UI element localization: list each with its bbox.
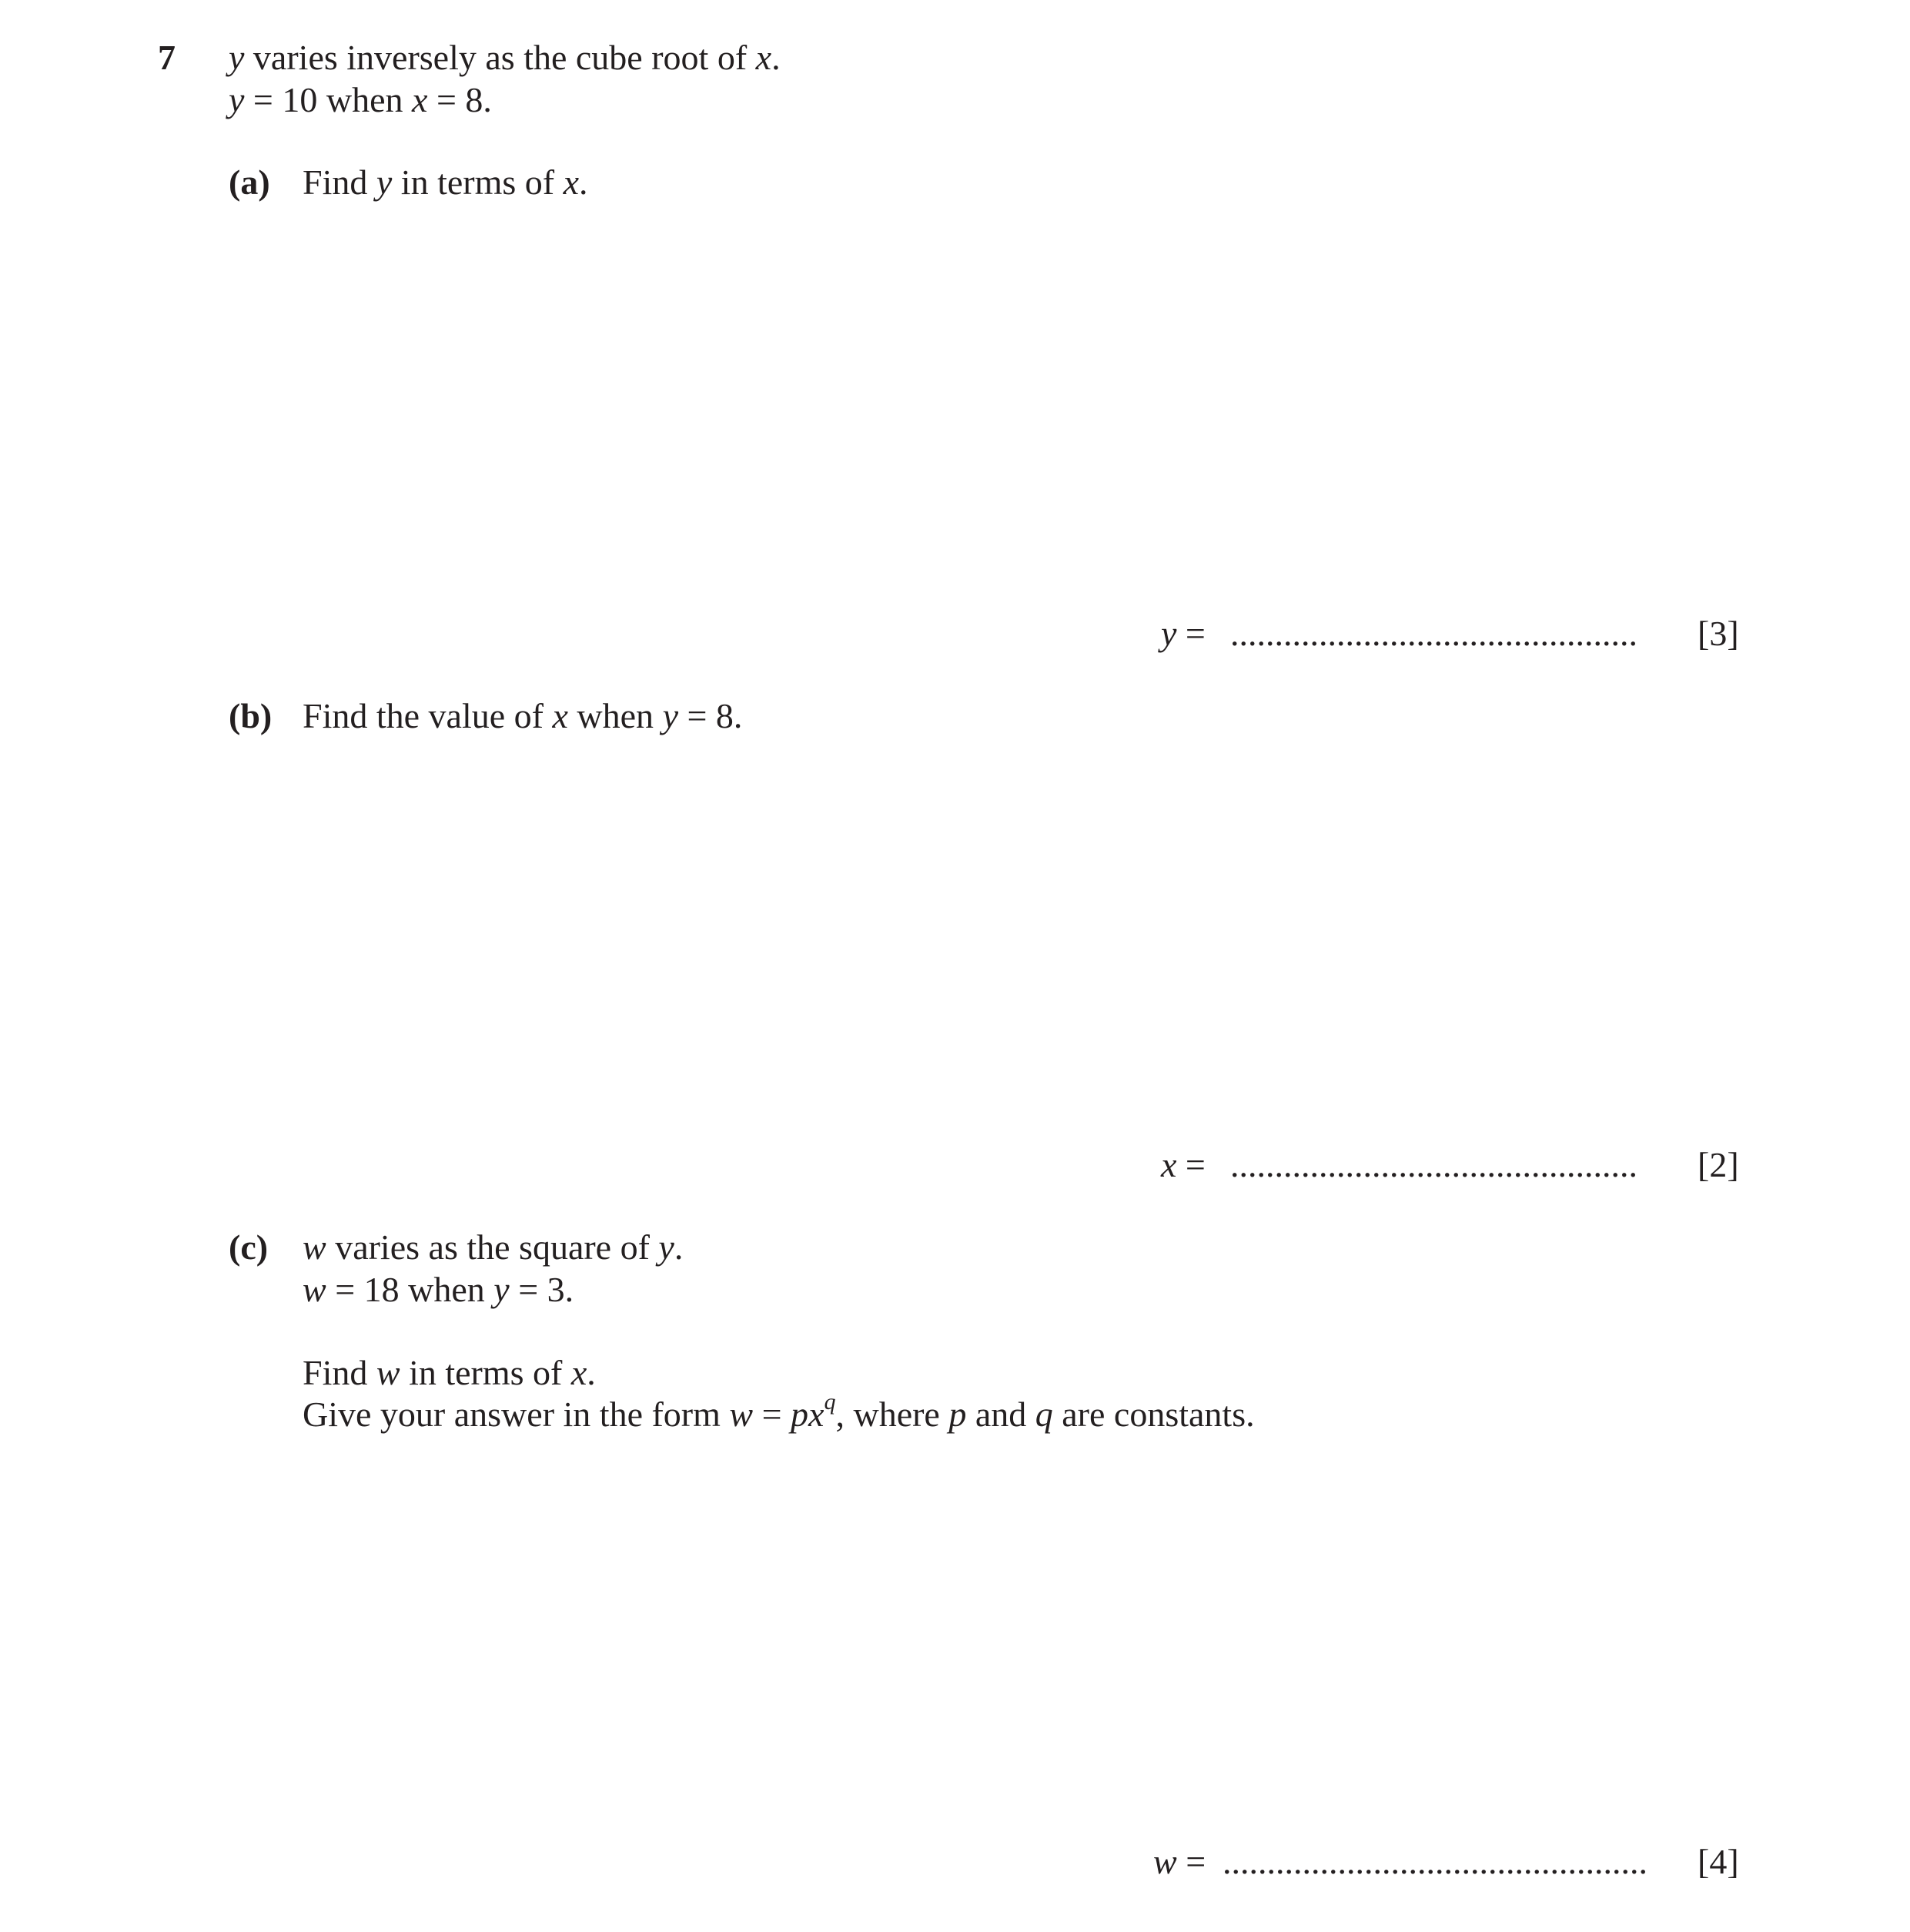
stem-text: varies inversely as the cube root of	[244, 38, 756, 77]
part-a-question	[303, 162, 588, 202]
var-y: y	[662, 696, 678, 735]
part-c-mid2: and	[966, 1395, 1035, 1434]
part-b-mid: when	[567, 696, 663, 735]
exponent-q: q	[824, 1389, 836, 1415]
part-c-end: = 3.	[509, 1270, 574, 1309]
var-x: x	[563, 162, 580, 202]
part-c-pre: Find	[303, 1353, 376, 1392]
part-a-end: .	[579, 162, 588, 202]
var-q: q	[1035, 1395, 1053, 1434]
part-c-line-2	[303, 1272, 574, 1308]
part-a-label: (a)	[229, 162, 270, 202]
part-b-answer-label	[1161, 1147, 1206, 1183]
var-p: p	[948, 1395, 967, 1434]
part-c-text: varies as the square of	[326, 1227, 659, 1267]
part-c-end: .	[587, 1353, 596, 1392]
part-c-line-4	[303, 1389, 1255, 1434]
answer-var-y: y	[1161, 614, 1177, 653]
part-c-text: = 18 when	[326, 1270, 494, 1309]
answer-equals: =	[1176, 614, 1206, 653]
part-b-marks: [2]	[1698, 1145, 1739, 1184]
part-b-label: (b)	[229, 696, 273, 735]
part-c-mid1: , where	[835, 1395, 949, 1434]
stem-end: = 8.	[427, 80, 492, 119]
equals: =	[753, 1395, 791, 1434]
stem-text: = 10 when	[244, 80, 413, 119]
var-y: y	[229, 80, 245, 119]
part-b-question	[303, 698, 742, 734]
stem-line-2	[229, 82, 492, 118]
var-x: x	[412, 80, 428, 119]
part-c-mid: in terms of	[400, 1353, 571, 1392]
part-c-pre: Give your answer in the form	[303, 1395, 730, 1434]
stem-end: .	[771, 38, 781, 77]
stem-line-1	[229, 40, 781, 75]
part-c-end: are constants.	[1052, 1395, 1255, 1434]
part-a-mid: in terms of	[392, 162, 564, 202]
var-w: w	[376, 1353, 400, 1392]
part-c-label: (c)	[229, 1227, 269, 1267]
part-c-answer-line[interactable]: ................................................	[1223, 1842, 1647, 1881]
part-b-end: = 8.	[677, 696, 743, 735]
part-c-end: .	[674, 1227, 684, 1267]
part-a-answer-label	[1161, 616, 1206, 651]
part-c-line-1	[303, 1227, 684, 1267]
part-b-pre: Find the value of	[303, 696, 553, 735]
var-p: p	[791, 1395, 809, 1434]
part-b-answer-line[interactable]: ..............................................	[1230, 1145, 1637, 1184]
var-y: y	[376, 162, 393, 202]
var-w: w	[729, 1395, 754, 1434]
var-w: w	[303, 1270, 326, 1309]
var-w: w	[303, 1227, 326, 1267]
var-x: x	[808, 1395, 825, 1434]
answer-var-x: x	[1161, 1145, 1177, 1184]
var-x: x	[570, 1353, 587, 1392]
part-a-answer-line[interactable]: ..............................................	[1230, 614, 1637, 653]
part-c-line-3	[303, 1355, 596, 1391]
part-c-answer-label	[1153, 1844, 1206, 1880]
part-c-marks: [4]	[1698, 1842, 1739, 1881]
var-y: y	[229, 38, 245, 77]
answer-equals: =	[1176, 1842, 1206, 1881]
part-a-pre: Find	[303, 162, 376, 202]
answer-var-w: w	[1153, 1842, 1177, 1881]
var-x: x	[755, 38, 772, 77]
question-number: 7	[158, 38, 176, 77]
answer-equals: =	[1176, 1145, 1206, 1184]
part-a-marks: [3]	[1698, 614, 1739, 653]
var-y: y	[658, 1227, 674, 1267]
var-y: y	[493, 1270, 510, 1309]
var-x: x	[552, 696, 568, 735]
